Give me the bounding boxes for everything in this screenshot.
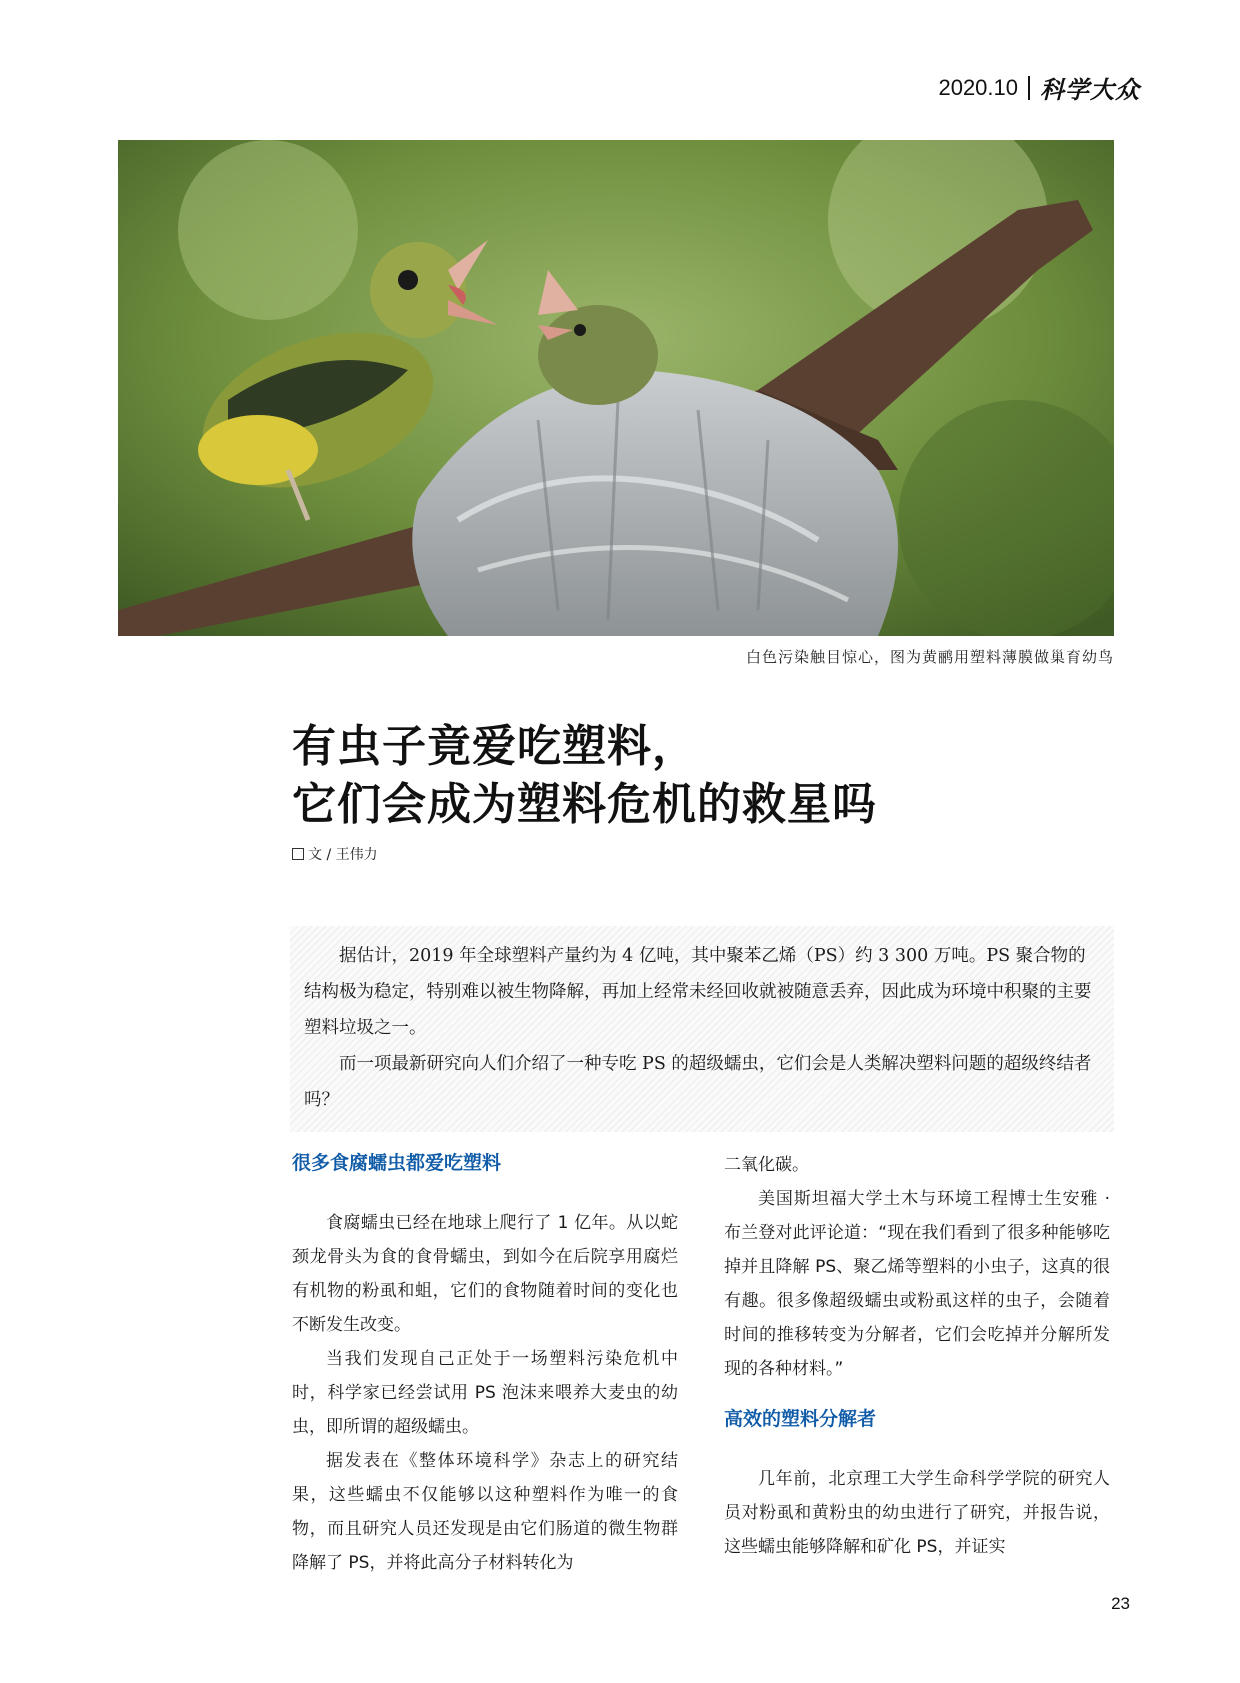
intro-box [290,926,1114,1132]
intro-paragraph: 据估计，2019 年全球塑料产量约为 4 亿吨，其中聚苯乙烯（PS）约 3 300 万吨。PS 聚合物的结构极为稳定，特别难以被生物降解，再加上经常未经回收就被随意丢弃，因此成为环境中积聚的主要塑料垃圾之一。 [304,946,1092,1038]
body-paragraph: 当我们发现自己正处于一场塑料污染危机中时，科学家已经尝试用 PS 泡沫来喂养大麦虫的幼虫，即所谓的超级蠕虫。 [292,1349,678,1437]
title-line-1: 有虫子竟爱吃塑料， [292,721,697,772]
right-column [724,1148,1110,1564]
photo-caption: 白色污染触目惊心，图为黄鹂用塑料薄膜做巢育幼鸟 [745,648,1114,666]
issue-date: 2020.10 [938,74,1018,100]
byline-box-icon [292,848,304,860]
body-paragraph-continuation: 二氧化碳。 [724,1155,809,1175]
birds-nest-illustration [118,140,1114,636]
byline-text: 文 / 王伟力 [308,847,378,863]
byline [292,844,378,864]
body-paragraph: 美国斯坦福大学土木与环境工程博士生安雅 · 布兰登对此评论道：“现在我们看到了很多种能够吃掉并且降解 PS、聚乙烯等塑料的小虫子，这真的很有趣。很多像超级蠕虫或粉虱这样的虫子，会随着时间的推移转变为分解者，它们会吃掉并分解所发现的各种材料。” [724,1189,1110,1379]
body-paragraph: 据发表在《整体环境科学》杂志上的研究结果，这些蠕虫不仅能够以这种塑料作为唯一的食物，而且研究人员还发现是由它们肠道的微生物群降解了 PS，并将此高分子材料转化为 [292,1451,678,1573]
page-number: 23 [1111,1594,1130,1613]
left-column [292,1148,678,1580]
section-heading: 很多食腐蠕虫都爱吃塑料 [292,1152,502,1174]
body-paragraph: 食腐蠕虫已经在地球上爬行了 1 亿年。从以蛇颈龙骨头为食的食骨蠕虫，到如今在后院享用腐烂有机物的粉虱和蛆，它们的食物随着时间的变化也不断发生改变。 [292,1213,678,1335]
section-heading: 高效的塑料分解者 [724,1408,877,1430]
body-paragraph: 几年前，北京理工大学生命科学学院的研究人员对粉虱和黄粉虫的幼虫进行了研究，并报告说，这些蠕虫能够降解和矿化 PS，并证实 [724,1469,1110,1557]
magazine-logo: 科学大众 [1040,75,1140,104]
article-photo [118,140,1114,636]
title-line-2: 它们会成为塑料危机的救星吗 [292,779,877,830]
page-header [938,70,1140,105]
intro-paragraph: 而一项最新研究向人们介绍了一种专吃 PS 的超级蠕虫，它们会是人类解决塑料问题的超级终结者吗？ [304,1054,1092,1110]
article-title [292,718,877,834]
header-divider [1028,76,1030,100]
